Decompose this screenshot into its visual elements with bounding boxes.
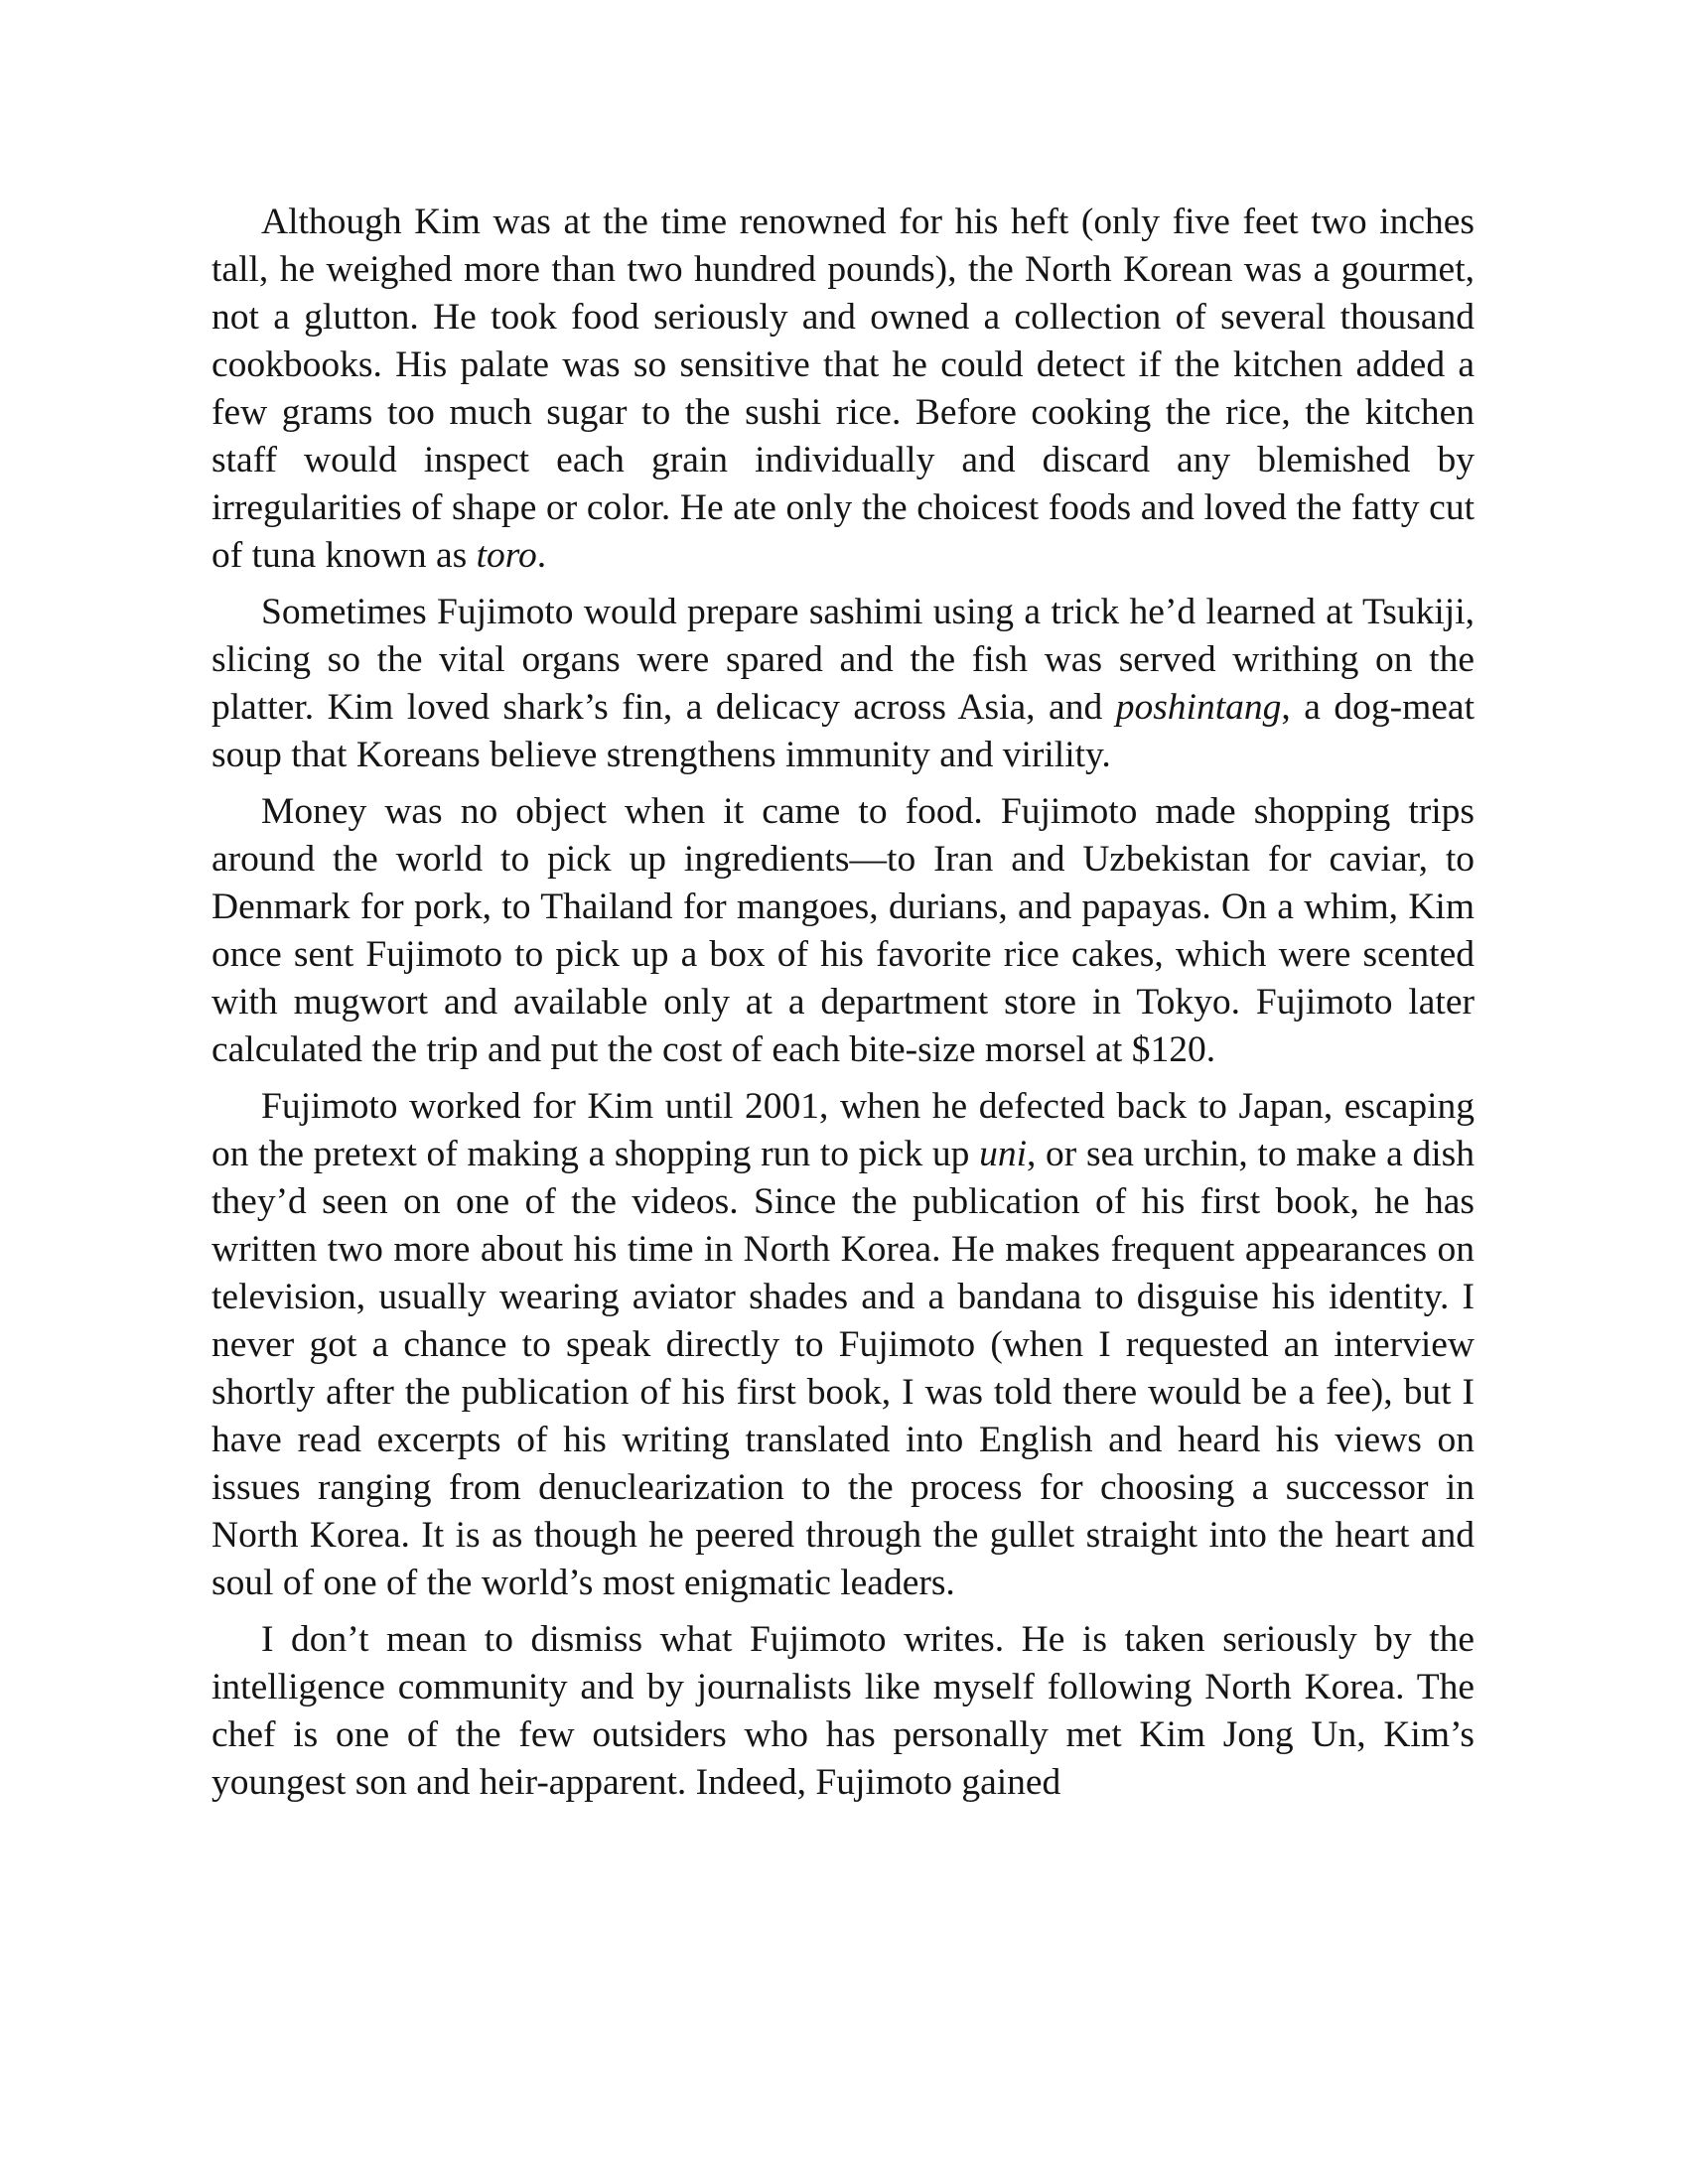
book-page	[211, 199, 1475, 1816]
paragraph-text: Sometimes Fujimoto would prepare sashimi using a trick he’d learned at Tsukiji, slicing so the vital organs were spared and the fish was served writhing on the platter. Kim loved shark’s fin, a delicacy across Asia, and	[211, 592, 1475, 728]
paragraph-text: , a dog-meat soup that Koreans believe strengthens immunity and virility.	[211, 687, 1475, 775]
paragraph-3	[211, 788, 1475, 1074]
paragraph-5	[211, 1616, 1475, 1807]
paragraph-text: I don’t mean to dismiss what Fujimoto writes. He is taken seriously by the intelligence community and by journalists like myself following North Korea. The chef is one of the few outsiders who has personally met Kim Jong Un, Kim’s youngest son and heir-apparent. Indeed, Fujimoto gained	[211, 1619, 1475, 1803]
paragraph-4	[211, 1083, 1475, 1607]
paragraph-text: , or sea urchin, to make a dish they’d seen on one of the videos. Since the publication of his first book, he has written two more about his time in North Korea. He makes frequent appearances on television, usually wearing aviator shades and a bandana to disguise his identity. I never got a chance to speak directly to Fujimoto (when I requested an interview shortly after the publication of his first book, I was told there would be a fee), but I have read excerpts of his writing translated into English and heard his views on issues ranging from denuclearization to the process for choosing a successor in North Korea. It is as though he peered through the gullet straight into the heart and soul of one of the world’s most enigmatic leaders.	[211, 1134, 1476, 1603]
italic-term: poshintang	[1115, 687, 1282, 728]
paragraph-text: Although Kim was at the time renowned for his heft (only five feet two inches tall, he weighed more than two hundred pounds), the North Korean was a gourmet, not a glutton. He took food seriously and owned a collection of several thousand cookbooks. His palate was so sensitive that he could detect if the kitchen added a few grams too much sugar to the sushi rice. Before cooking the rice, the kitchen staff would inspect each grain individually and discard any blemished by irregularities of shape or color. He ate only the choicest foods and loved the fatty cut of tuna known as	[211, 202, 1475, 576]
paragraph-2	[211, 589, 1475, 779]
paragraph-1	[211, 199, 1475, 580]
paragraph-text: .	[536, 535, 547, 576]
paragraph-text: Fujimoto worked for Kim until 2001, when he defected back to Japan, escaping on the pretext of making a shopping run to pick up	[211, 1086, 1475, 1174]
paragraph-text: Money was no object when it came to food. Fujimoto made shopping trips around the world to pick up ingredients—to Iran and Uzbekistan for caviar, to Denmark for pork, to Thailand for mangoes, durians, and papayas. On a whim, Kim once sent Fujimoto to pick up a box of his favorite rice cakes, which were scented with mugwort and available only at a department store in Tokyo. Fujimoto later calculated the trip and put the cost of each bite-size morsel at $120.	[211, 791, 1475, 1070]
italic-term: uni	[979, 1134, 1027, 1174]
italic-term: toro	[476, 535, 537, 576]
